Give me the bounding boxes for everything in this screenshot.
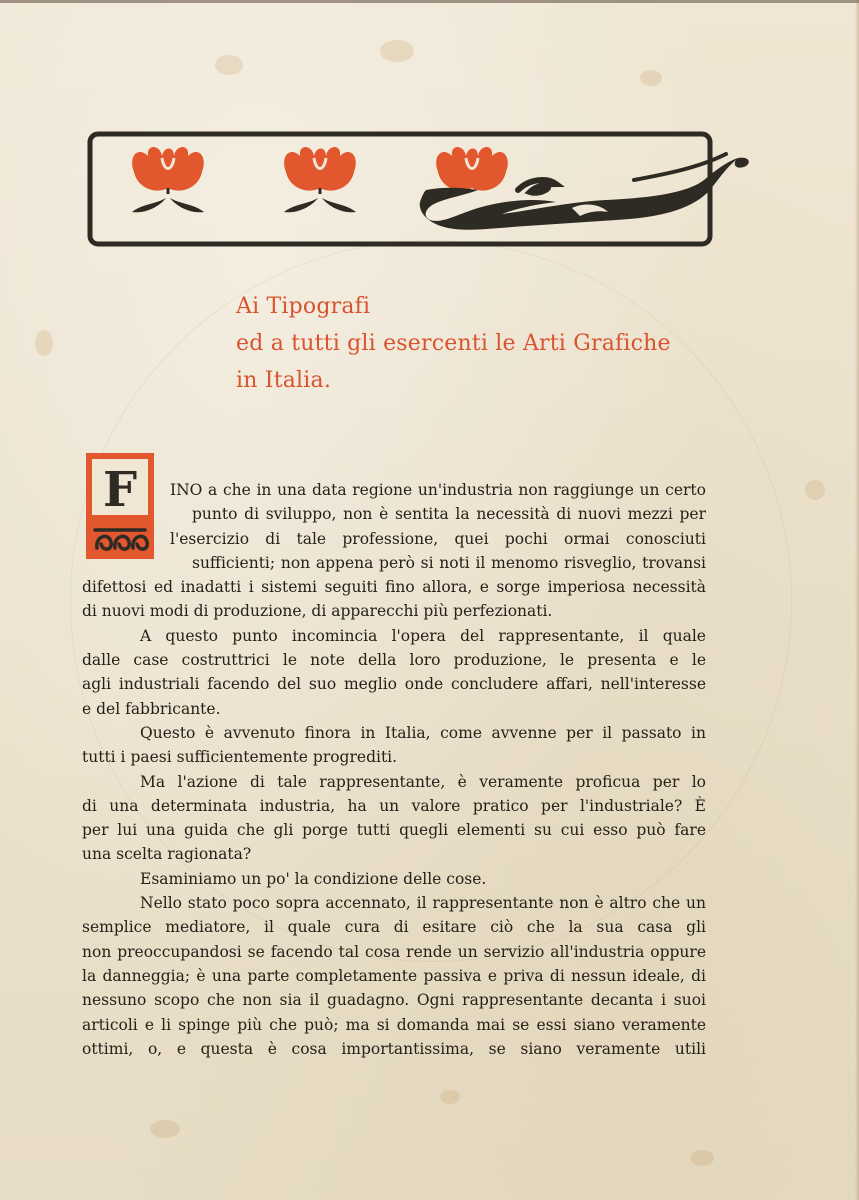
header-ornament [86,128,756,250]
body-text-line: sufficienti; non appena però si noti il menomo risveglio, trovansi [192,553,706,572]
body-text-line: A questo punto incomincia l'opera del rappresentante, il quale [140,626,706,645]
body-text-line: una scelta ragionata? [82,845,252,864]
foxing-spot [805,480,825,500]
body-text-line: l'esercizio di tale professione, quei pochi ormai conosciuti [170,529,706,548]
body-text-line: Questo è avvenuto finora in Italia, come avvenne per il passato in [140,723,706,742]
body-text-line: Esaminiamo un po' la condizione delle cose. [140,869,487,888]
foxing-spot [380,40,414,62]
body-text-line: non preoccupandosi se facendo tal cosa rende un servizio all'industria oppure [82,942,706,961]
tulip-ornament-icon [436,147,508,191]
foxing-spot [150,1120,180,1138]
heading-line: in Italia. [236,368,332,393]
foxing-spot [35,330,53,356]
body-text-line: difettosi ed inadatti i sistemi seguiti fino allora, e sorge imperiosa necessità [82,578,706,597]
page-edge-top [0,0,859,3]
dropcap-letter: F [102,462,138,518]
body-text-line: di nuovi modi di produzione, di apparecchi più perfezionati. [82,602,553,621]
page-edge-right [855,0,859,1200]
body-text-line: punto di sviluppo, non è sentita la necessità di nuovi mezzi per [192,505,706,524]
body-text-line: di una determinata industria, ha un valore pratico per l'industriale? È [82,796,706,815]
body-text-line: agli industriali facendo del suo meglio onde concludere affari, nell'interesse [82,675,706,694]
body-text-line: tutti i paesi sufficientemente progrediti. [82,748,398,767]
body-text-line: dalle case costruttrici le note della loro produzione, le presenta e le [82,651,706,670]
body-text-line: la danneggia; è una parte completamente passiva e priva di nessun ideale, di [82,966,706,985]
body-text [82,478,706,1061]
body-text-line: per lui una guida che gli porge tutti quegli elementi su cui esso può fare [82,821,706,840]
foxing-spot [690,1150,714,1166]
body-text-line: nessuno scopo che non sia il guadagno. Ogni rappresentante decanta i suoi [82,991,706,1010]
tulip-ornament-icon [132,147,204,212]
body-text-line: INO a che in una data regione un'industria non raggiunge un certo [170,481,706,499]
heading-line: ed a tutti gli esercenti le Arti Grafiche [236,331,671,356]
body-text-line: Ma l'azione di tale rappresentante, è veramente proficua per lo [140,772,706,791]
foxing-spot [640,70,662,86]
foxing-spot [215,55,243,75]
body-text-line: semplice mediatore, il quale cura di esitare ciò che la sua casa gli [82,918,706,937]
body-text-line: ottimi, o, e questa è cosa importantissima, se siano veramente utili [82,1039,706,1058]
foxing-spot [440,1090,460,1104]
document-heading [236,288,756,399]
heading-line: Ai Tipografi [236,294,371,319]
tulip-ornament-icon [284,147,356,212]
body-text-line: Nello stato poco sopra accennato, il rappresentante non è altro che un [140,894,706,913]
body-text-line: e del fabbricante. [82,699,221,718]
body-text-line: articoli e li spinge più che può; ma si domanda mai se essi siano veramente [82,1015,706,1034]
